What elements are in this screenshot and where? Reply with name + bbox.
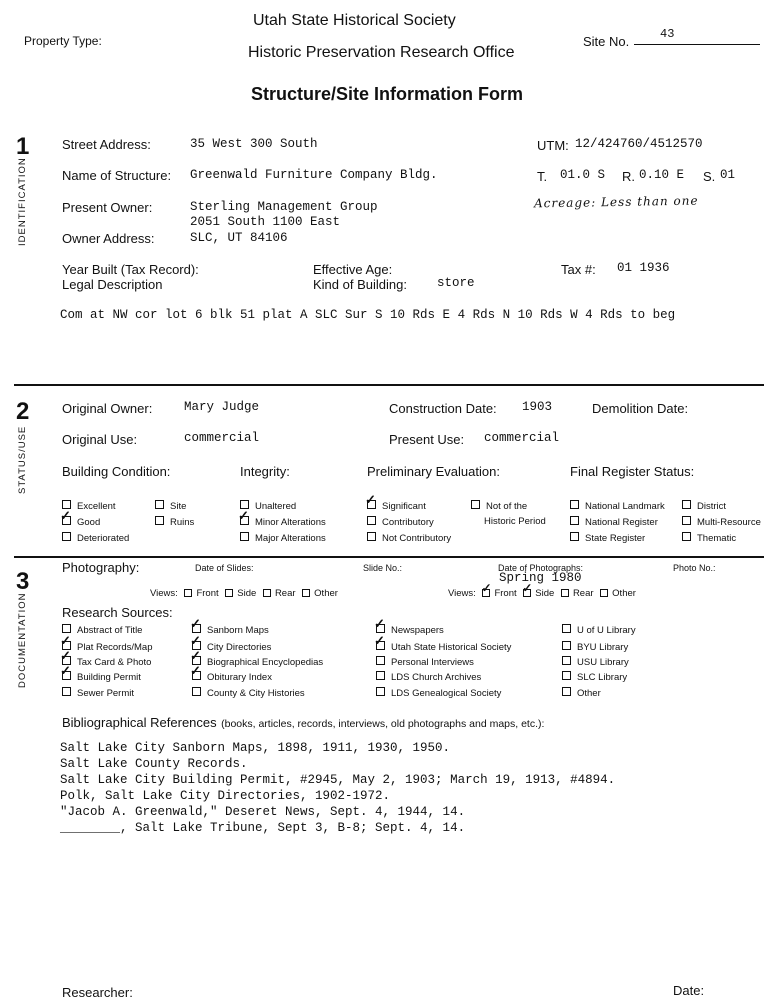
- check-mark-icon: ✓: [481, 581, 492, 595]
- source-plat-option[interactable]: [60, 633, 153, 653]
- present-use-value: commercial: [484, 431, 560, 445]
- option-label: Obiturary Index: [207, 672, 272, 683]
- checkbox[interactable]: [561, 589, 569, 597]
- year-built-label: Year Built (Tax Record):: [62, 262, 199, 277]
- site-no-label: Site No.: [583, 34, 630, 49]
- option-label: Significant: [382, 501, 426, 512]
- option-label: U of U Library: [577, 625, 636, 636]
- form-header-subtitle: Historic Preservation Research Office: [248, 44, 515, 61]
- photo-views-row: [448, 581, 636, 599]
- check-mark-icon: ✓: [374, 633, 385, 648]
- checkbox[interactable]: [562, 656, 571, 665]
- prelim-contributory-option[interactable]: [367, 516, 434, 528]
- final-multi-resource-option[interactable]: [682, 516, 761, 528]
- checkbox[interactable]: [302, 589, 310, 597]
- source-obituary-option[interactable]: [190, 663, 272, 683]
- source-lds-church-option[interactable]: [376, 671, 481, 683]
- checkbox[interactable]: [600, 589, 608, 597]
- prelim-not-contributory-option[interactable]: [367, 532, 451, 544]
- section-label-status-use: STATUS/USE: [17, 425, 28, 494]
- section-number-3: 3: [16, 568, 30, 595]
- option-label: Unaltered: [255, 501, 297, 512]
- demolition-date-label: Demolition Date:: [592, 401, 689, 416]
- option-label: Biographical Encyclopedias: [207, 657, 324, 668]
- utm-value: 12/424760/4512570: [575, 137, 703, 151]
- source-newspapers-option[interactable]: [374, 616, 444, 636]
- check-mark-icon: ✓: [190, 648, 201, 663]
- section-label-identification: IDENTIFICATION: [17, 157, 28, 246]
- option-label: Other: [577, 688, 601, 699]
- check-mark-icon: ✓: [60, 633, 71, 648]
- option-label: District: [697, 501, 727, 512]
- checkbox[interactable]: [570, 500, 579, 509]
- checkbox-checked[interactable]: [190, 663, 201, 680]
- check-mark-icon: ✓: [374, 616, 385, 631]
- option-label: BYU Library: [577, 642, 629, 653]
- acreage-handwritten-note: Acreage: Less than one: [533, 193, 699, 211]
- site-no-value: 43: [660, 27, 675, 41]
- checkbox-checked[interactable]: [238, 508, 249, 525]
- check-mark-icon: ✓: [190, 616, 201, 631]
- checkbox[interactable]: [562, 687, 571, 696]
- source-slc-library-option[interactable]: [562, 671, 627, 683]
- option-label: Abstract of Title: [77, 625, 143, 636]
- view-other-label: Other: [612, 588, 636, 599]
- final-register-status-label: Final Register Status:: [570, 464, 695, 479]
- view-other-label: Other: [314, 588, 338, 599]
- source-other-option[interactable]: [562, 687, 601, 699]
- date-of-slides-label: Date of Slides:: [195, 563, 254, 573]
- option-label: Deteriorated: [77, 533, 130, 544]
- views-label: Views:: [448, 588, 476, 599]
- source-personal-interviews-option[interactable]: [376, 656, 474, 668]
- checkbox-checked[interactable]: [60, 508, 71, 525]
- section-number-1: 1: [16, 133, 30, 160]
- effective-age-label: Effective Age:: [313, 262, 393, 277]
- check-mark-icon: ✓: [60, 508, 71, 523]
- checkbox[interactable]: [225, 589, 233, 597]
- preliminary-evaluation-label: Preliminary Evaluation:: [367, 464, 500, 479]
- checkbox[interactable]: [263, 589, 271, 597]
- option-label: Multi-Resource: [697, 517, 761, 528]
- source-byu-option[interactable]: [562, 641, 628, 653]
- check-mark-icon: ✓: [60, 663, 71, 678]
- prelim-not-of-historic-option[interactable]: [471, 500, 527, 512]
- checkbox[interactable]: [570, 516, 579, 525]
- range-value: 0.10 E: [639, 168, 685, 182]
- section-number-2: 2: [16, 398, 30, 425]
- source-county-city-option[interactable]: [192, 687, 305, 699]
- view-rear-label: Rear: [274, 588, 296, 599]
- present-use-label: Present Use:: [389, 432, 465, 447]
- bibliographical-references-heading: [62, 714, 544, 732]
- township-value: 01.0 S: [560, 168, 606, 182]
- option-label: Excellent: [77, 501, 116, 512]
- option-label: Major Alterations: [255, 533, 326, 544]
- range-label: R.: [622, 169, 635, 184]
- view-front-label: Front: [196, 588, 219, 599]
- checkbox[interactable]: [155, 516, 164, 525]
- street-address-label: Street Address:: [62, 137, 151, 152]
- option-label: Good: [77, 517, 101, 528]
- checkbox-checked[interactable]: [374, 616, 385, 633]
- utm-label: UTM:: [537, 138, 569, 153]
- township-label: T.: [537, 169, 548, 184]
- research-sources-label: Research Sources:: [62, 605, 173, 620]
- source-ushs-option[interactable]: [374, 633, 512, 653]
- section-label-documentation: DOCUMENTATION: [17, 592, 28, 688]
- section-s-value: 01: [720, 168, 736, 182]
- checkbox[interactable]: [376, 671, 385, 680]
- check-mark-icon: ✓: [365, 492, 376, 507]
- option-label: National Landmark: [585, 501, 665, 512]
- checkbox[interactable]: [184, 589, 192, 597]
- views-label: Views:: [150, 588, 178, 599]
- owner-address-line2: SLC, UT 84106: [190, 231, 288, 245]
- form-header-title: Utah State Historical Society: [253, 12, 456, 29]
- checkbox[interactable]: [376, 687, 385, 696]
- checkbox[interactable]: [155, 500, 164, 509]
- condition-deteriorated-option[interactable]: [62, 532, 129, 544]
- option-label: Building Permit: [77, 672, 141, 683]
- option-label: Minor Alterations: [255, 517, 326, 528]
- checkbox[interactable]: [562, 624, 571, 633]
- checkbox[interactable]: [240, 532, 249, 541]
- checkbox-checked[interactable]: [365, 492, 376, 509]
- option-label: State Register: [585, 533, 646, 544]
- construction-date-value: 1903: [522, 400, 553, 414]
- check-mark-icon: ✓: [522, 581, 533, 595]
- prelim-significant-option[interactable]: [365, 492, 426, 512]
- integrity-major-option[interactable]: [240, 532, 326, 544]
- checkbox[interactable]: [682, 500, 691, 509]
- view-rear-label: Rear: [572, 588, 594, 599]
- date-of-photographs-label: Date of Photographs:: [498, 563, 584, 573]
- checkbox[interactable]: [682, 532, 691, 541]
- condition-ruins-option[interactable]: [155, 516, 194, 528]
- final-thematic-option[interactable]: [682, 532, 736, 544]
- checkbox[interactable]: [367, 516, 376, 525]
- option-label: Sewer Permit: [77, 688, 135, 699]
- reference-line: Salt Lake City Building Permit, #2945, May 2, 1903; March 19, 1913, #4894.: [60, 773, 616, 787]
- checkbox[interactable]: [62, 532, 71, 541]
- original-owner-value: Mary Judge: [184, 400, 260, 414]
- condition-good-option[interactable]: [60, 508, 101, 528]
- option-label: Tax Card & Photo: [77, 657, 152, 668]
- source-building-permit-option[interactable]: [60, 663, 141, 683]
- checkbox[interactable]: [570, 532, 579, 541]
- form-title: Structure/Site Information Form: [251, 84, 524, 104]
- legal-description-label: Legal Description: [62, 277, 163, 292]
- tax-number-value: 01 1936: [617, 261, 670, 275]
- date-label: Date:: [673, 983, 705, 998]
- checkbox-checked[interactable]: [481, 581, 492, 597]
- structure-name-label: Name of Structure:: [62, 168, 172, 183]
- option-label: National Register: [585, 517, 658, 528]
- option-label: Thematic: [697, 533, 737, 544]
- final-national-landmark-option[interactable]: [570, 500, 665, 512]
- construction-date-label: Construction Date:: [389, 401, 497, 416]
- condition-site-option[interactable]: [155, 500, 186, 512]
- checkbox[interactable]: [562, 641, 571, 650]
- source-uofu-option[interactable]: [562, 624, 636, 636]
- slide-no-label: Slide No.:: [363, 563, 403, 573]
- check-mark-icon: ✓: [190, 663, 201, 678]
- option-label: Newspapers: [391, 625, 444, 636]
- building-condition-label: Building Condition:: [62, 464, 171, 479]
- integrity-label: Integrity:: [240, 464, 290, 479]
- checkbox[interactable]: [192, 687, 201, 696]
- slide-views-row: [150, 588, 338, 599]
- section-divider-2: [14, 556, 764, 558]
- biblio-label: Bibliographical References: [62, 715, 217, 730]
- biblio-note: (books, articles, records, interviews, old photographs and maps, etc.):: [221, 718, 545, 730]
- option-label: LDS Genealogical Society: [391, 688, 502, 699]
- view-front-label: Front: [494, 588, 517, 599]
- source-city-directories-option[interactable]: [190, 633, 272, 653]
- option-label: LDS Church Archives: [391, 672, 482, 683]
- owner-address-label: Owner Address:: [62, 231, 155, 246]
- source-usu-option[interactable]: [562, 656, 629, 668]
- checkbox[interactable]: [376, 656, 385, 665]
- option-label: Personal Interviews: [391, 657, 474, 668]
- present-owner-label: Present Owner:: [62, 200, 153, 215]
- option-label: SLC Library: [577, 672, 628, 683]
- option-label: Sanborn Maps: [207, 625, 269, 636]
- final-district-option[interactable]: [682, 500, 726, 512]
- source-abstract-option[interactable]: [62, 624, 142, 636]
- legal-description-text: Com at NW cor lot 6 blk 51 plat A SLC Sur S 10 Rds E 4 Rds N 10 Rds W 4 Rds to beg: [60, 308, 676, 322]
- option-label: Ruins: [170, 517, 195, 528]
- check-mark-icon: ✓: [60, 648, 71, 663]
- source-bio-encyclopedias-option[interactable]: [190, 648, 324, 668]
- reference-line: Salt Lake City Sanborn Maps, 1898, 1911, 1930, 1950.: [60, 741, 451, 755]
- reference-line: "Jacob A. Greenwald," Deseret News, Sept. 4, 1944, 14.: [60, 805, 466, 819]
- present-owner-name: Sterling Management Group: [190, 200, 378, 214]
- tax-number-label: Tax #:: [561, 262, 596, 277]
- option-label: City Directories: [207, 642, 272, 653]
- section-s-label: S.: [703, 169, 716, 184]
- integrity-minor-option[interactable]: [238, 508, 326, 528]
- source-lds-gen-option[interactable]: [376, 687, 501, 699]
- view-side-label: Side: [535, 588, 555, 599]
- checkbox-checked[interactable]: [374, 633, 385, 650]
- reference-line: ________, Salt Lake Tribune, Sept 3, B-8; Sept. 4, 14.: [60, 821, 466, 835]
- reference-line: Salt Lake County Records.: [60, 757, 248, 771]
- source-sanborn-option[interactable]: [190, 616, 269, 636]
- property-type-label: Property Type:: [24, 34, 102, 48]
- view-side-label: Side: [237, 588, 257, 599]
- check-mark-icon: ✓: [190, 633, 201, 648]
- section-divider-1: [14, 384, 764, 386]
- option-label: Utah State Historical Society: [391, 642, 512, 653]
- kind-of-building-value: store: [437, 276, 475, 290]
- kind-of-building-label: Kind of Building:: [313, 277, 407, 292]
- checkbox[interactable]: [62, 624, 71, 633]
- researcher-label: Researcher:: [62, 985, 133, 1000]
- option-label: County & City Histories: [207, 688, 305, 699]
- option-label: USU Library: [577, 657, 629, 668]
- checkbox-checked[interactable]: [190, 616, 201, 633]
- checkbox[interactable]: [367, 532, 376, 541]
- checkbox[interactable]: [62, 687, 71, 696]
- option-label: Site: [170, 501, 187, 512]
- prelim-historic-period-label: Historic Period: [484, 516, 546, 527]
- photography-label: Photography:: [62, 560, 140, 575]
- option-label: Contributory: [382, 517, 434, 528]
- original-owner-label: Original Owner:: [62, 401, 153, 416]
- checkbox-checked[interactable]: [522, 581, 533, 597]
- present-owner-address-line1: 2051 South 1100 East: [190, 215, 341, 229]
- checkbox-checked[interactable]: [60, 663, 71, 680]
- final-state-register-option[interactable]: [570, 532, 645, 544]
- option-label: Not of the: [486, 501, 528, 512]
- structure-name-value: Greenwald Furniture Company Bldg.: [190, 168, 438, 182]
- reference-line: Polk, Salt Lake City Directories, 1902-1972.: [60, 789, 391, 803]
- option-label: Plat Records/Map: [77, 642, 153, 653]
- check-mark-icon: ✓: [238, 508, 249, 523]
- photo-no-label: Photo No.:: [673, 563, 716, 573]
- option-label: Not Contributory: [382, 533, 452, 544]
- checkbox[interactable]: [562, 671, 571, 680]
- site-no-line: [634, 44, 760, 45]
- street-address-value: 35 West 300 South: [190, 137, 318, 151]
- checkbox[interactable]: [682, 516, 691, 525]
- source-tax-card-option[interactable]: [60, 648, 152, 668]
- original-use-value: commercial: [184, 431, 260, 445]
- photo-date-value: Spring 1980: [499, 571, 582, 585]
- original-use-label: Original Use:: [62, 432, 138, 447]
- checkbox[interactable]: [471, 500, 480, 509]
- final-national-register-option[interactable]: [570, 516, 658, 528]
- source-sewer-permit-option[interactable]: [62, 687, 134, 699]
